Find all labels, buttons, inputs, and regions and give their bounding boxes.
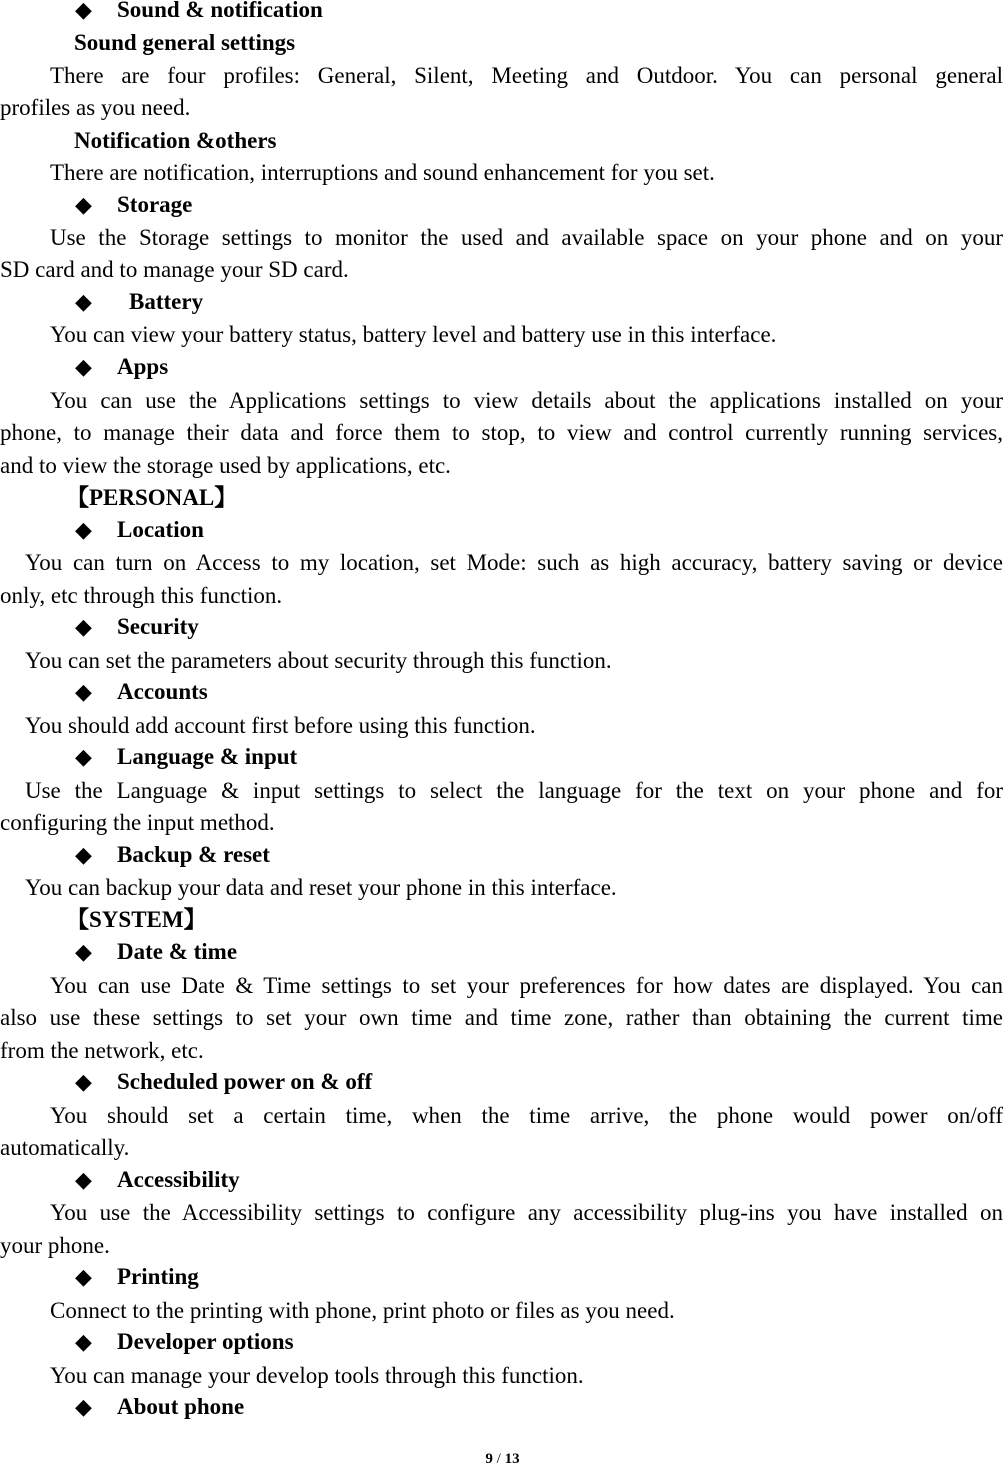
diamond-bullet-icon: ◆ [75, 354, 92, 379]
para-language-2: configuring the input method. [0, 810, 275, 835]
para-accounts: You should add account first before using this function. [25, 713, 536, 738]
diamond-bullet-icon: ◆ [75, 192, 92, 217]
diamond-bullet-icon: ◆ [75, 842, 92, 867]
heading-sound-notification: Sound & notification [117, 0, 323, 22]
page-current: 9 [485, 1451, 493, 1467]
diamond-bullet-icon: ◆ [75, 1329, 92, 1354]
diamond-bullet-icon: ◆ [75, 1069, 92, 1094]
para-scheduled-1: You should set a certain time, when the time arrive, the phone would power on/off [50, 1103, 1003, 1128]
heading-battery: Battery [129, 289, 204, 314]
para-security: You can set the parameters about security through this function. [25, 648, 612, 673]
para-battery: You can view your battery status, battery level and battery use in this interface. [50, 322, 777, 347]
para-date-2: also use these settings to set your own time and time zone, rather than obtaining the current time [0, 1005, 1003, 1030]
para-sound-general-2: profiles as you need. [0, 95, 191, 120]
para-location-1: You can turn on Access to my location, set Mode: such as high accuracy, battery saving or device [25, 550, 1003, 575]
para-printing: Connect to the printing with phone, print photo or files as you need. [50, 1298, 675, 1323]
para-date-3: from the network, etc. [0, 1038, 204, 1063]
section-personal: 【PERSONAL】 [66, 485, 238, 510]
heading-language: Language & input [117, 744, 298, 769]
diamond-bullet-icon: ◆ [75, 289, 92, 314]
para-backup: You can backup your data and reset your phone in this interface. [25, 875, 617, 900]
page-total: 13 [504, 1451, 520, 1467]
para-date-1: You can use Date & Time settings to set your preferences for how dates are displayed. You can [50, 973, 1003, 998]
heading-accounts: Accounts [117, 679, 208, 704]
para-sound-general-1: There are four profiles: General, Silent, Meeting and Outdoor. You can personal general [50, 63, 1003, 88]
para-apps-2: phone, to manage their data and force them to stop, to view and control currently running services, [0, 420, 1003, 445]
subheading-notification: Notification &others [74, 128, 277, 153]
para-developer: You can manage your develop tools through this function. [50, 1363, 584, 1388]
page-number [0, 1451, 1005, 1468]
diamond-bullet-icon: ◆ [75, 679, 92, 704]
heading-storage: Storage [117, 192, 193, 217]
heading-about-phone: About phone [117, 1394, 245, 1419]
diamond-bullet-icon: ◆ [75, 1264, 92, 1289]
page-separator: / [492, 1451, 505, 1467]
para-notification: There are notification, interruptions and sound enhancement for you set. [50, 160, 715, 185]
para-scheduled-2: automatically. [0, 1135, 130, 1160]
heading-accessibility: Accessibility [117, 1167, 240, 1192]
para-apps-1: You can use the Applications settings to view details about the applications installed on your [50, 388, 1003, 413]
heading-backup: Backup & reset [117, 842, 270, 867]
heading-security: Security [117, 614, 199, 639]
diamond-bullet-icon: ◆ [75, 1167, 92, 1192]
diamond-bullet-icon: ◆ [75, 744, 92, 769]
para-accessibility-2: your phone. [0, 1233, 110, 1258]
para-storage-1: Use the Storage settings to monitor the used and available space on your phone and on your [50, 225, 1003, 250]
subheading-sound-general: Sound general settings [74, 30, 296, 55]
heading-date-time: Date & time [117, 939, 238, 964]
para-apps-3: and to view the storage used by applications, etc. [0, 453, 451, 478]
heading-developer: Developer options [117, 1329, 294, 1354]
para-location-2: only, etc through this function. [0, 583, 283, 608]
section-system: 【SYSTEM】 [66, 907, 207, 932]
para-storage-2: SD card and to manage your SD card. [0, 257, 349, 282]
heading-printing: Printing [117, 1264, 199, 1289]
diamond-bullet-icon: ◆ [75, 517, 92, 542]
diamond-bullet-icon: ◆ [75, 614, 92, 639]
diamond-bullet-icon: ◆ [75, 0, 92, 22]
heading-apps: Apps [117, 354, 169, 379]
heading-location: Location [117, 517, 204, 542]
heading-scheduled-power: Scheduled power on & off [117, 1069, 373, 1094]
diamond-bullet-icon: ◆ [75, 939, 92, 964]
para-language-1: Use the Language & input settings to select the language for the text on your phone and for [25, 778, 1003, 803]
para-accessibility-1: You use the Accessibility settings to configure any accessibility plug-ins you have installed on [50, 1200, 1003, 1225]
diamond-bullet-icon: ◆ [75, 1394, 92, 1419]
